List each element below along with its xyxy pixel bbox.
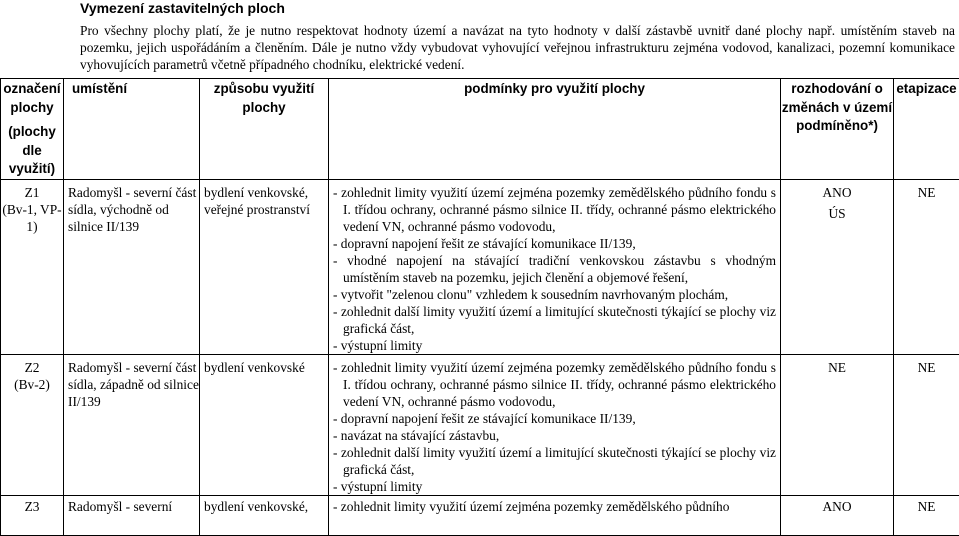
row-use: bydlení venkovské, veřejné prostranství	[200, 179, 329, 354]
header-location: umístění	[64, 79, 200, 180]
zoning-table	[0, 78, 959, 536]
table-row-z3	[1, 495, 959, 535]
row-decision	[781, 179, 894, 354]
condition-item: - zohlednit limity využití území zejména pozemky zemědělského půdního fondu s I. třídou ochrany, ochranné pásmo silnice II. třídy, ochranné pásmo elektrického vedení VN, ochranné pásmo vodovodu,	[333, 184, 776, 235]
condition-item: - vytvořit "zelenou clonu" vzhledem k sousedním navrhovaným plochám,	[333, 286, 776, 303]
decision-value: ANO	[781, 184, 893, 201]
section-intro: Pro všechny plochy platí, že je nutno respektovat hodnoty území a navázat na tyto hodnoty v další zástavbě uvnitř dané plochy např. umístěním staveb na pozemku, jejich uspořádáním a členěním. Dále je nutno vždy vybudovat vyhovující veřejnou infrastrukturu zejména vodovod, kanalizaci, pozemní komunikace vyhovujících parametrů včetně případného chodníku, elektrické vedení.	[80, 22, 955, 73]
header-designation-sub: (plochy dle využití)	[1, 123, 63, 179]
header-designation-label: označení plochy	[1, 80, 63, 117]
row-designation	[1, 179, 64, 354]
row-location: Radomyšl - severní část sídla, západně od silnice II/139	[64, 354, 200, 495]
header-decision: rozhodování o změnách v území podmíněno*)	[781, 79, 894, 180]
row-id: Z2	[1, 359, 63, 376]
condition-item: - výstupní limity	[333, 478, 776, 495]
row-conditions	[329, 179, 781, 354]
row-conditions	[329, 495, 781, 535]
row-designation	[1, 354, 64, 495]
row-phasing: NE	[894, 179, 959, 354]
row-code: (Bv-2)	[1, 376, 63, 393]
condition-item: - zohlednit limity využití území zejména pozemky zemědělského půdního	[333, 498, 776, 515]
row-location: Radomyšl - severní	[64, 495, 200, 535]
condition-item: - vhodné napojení na stávající tradiční venkovskou zástavbu s vhodným umístěním staveb na pozemku, jejich členění a objemové řešení,	[333, 252, 776, 286]
row-id: Z3	[1, 498, 63, 515]
row-conditions	[329, 354, 781, 495]
table-row-z1	[1, 179, 959, 354]
row-location: Radomyšl - severní část sídla, východně od silnice II/139	[64, 179, 200, 354]
row-use: bydlení venkovské	[200, 354, 329, 495]
row-decision	[781, 495, 894, 535]
decision-note: ÚS	[781, 205, 893, 222]
decision-value: ANO	[781, 498, 893, 515]
header-use: způsobu využití plochy	[200, 79, 329, 180]
condition-item: - dopravní napojení řešit ze stávající komunikace II/139,	[333, 235, 776, 252]
row-decision	[781, 354, 894, 495]
condition-item: - zohlednit další limity využití území a limitující skutečnosti týkající se plochy viz grafická část,	[333, 303, 776, 337]
decision-value: NE	[781, 359, 893, 376]
condition-item: - zohlednit limity využití území zejména pozemky zemědělského půdního fondu s I. třídou ochrany, ochranné pásmo silnice II. třídy, ochranné pásmo elektrického vedení VN, ochranné pásmo vodovodu,	[333, 359, 776, 410]
row-phasing: NE	[894, 354, 959, 495]
row-phasing: NE	[894, 495, 959, 535]
row-id: Z1	[1, 184, 63, 201]
condition-item: - navázat na stávající zástavbu,	[333, 427, 776, 444]
header-designation	[1, 79, 64, 180]
row-designation	[1, 495, 64, 535]
table-row-z2	[1, 354, 959, 495]
condition-item: - dopravní napojení řešit ze stávající komunikace II/139,	[333, 410, 776, 427]
header-phasing: etapizace	[894, 79, 959, 180]
row-use: bydlení venkovské,	[200, 495, 329, 535]
condition-item: - zohlednit další limity využití území a limitující skutečnosti týkající se plochy viz grafická část,	[333, 444, 776, 478]
section-title: Vymezení zastavitelných ploch	[80, 0, 285, 16]
row-code: (Bv-1, VP-1)	[1, 201, 63, 235]
header-conditions: podmínky pro využití plochy	[329, 79, 781, 180]
condition-item: - výstupní limity	[333, 337, 776, 354]
